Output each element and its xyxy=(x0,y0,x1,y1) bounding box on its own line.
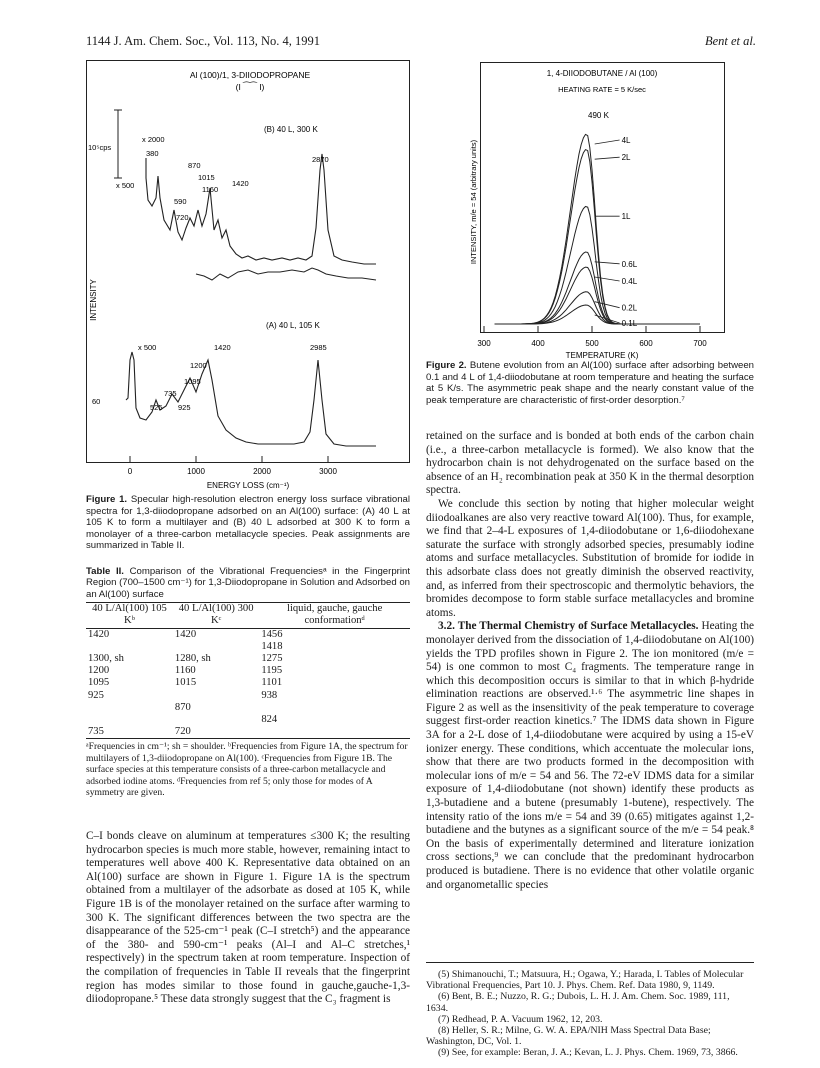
table-cell: 1300, sh xyxy=(88,653,124,665)
fig1-title-2: (I ⁀⁀ I) xyxy=(235,82,265,92)
right-paragraph-2: We conclude this section by noting that higher molecular weight diiodoalkanes are also very reactive toward Al(100). Thus, for example, we find that 2–4-L exposures of 1,4-diiodobutane or 1,6-diiodohexane saturate the surface with strongly adsorbed species, presumably iodine atoms and surface metallacycles. Substitution of bromide for iodide in this adsorbate class does not greatly diminish the observed reactivity, and, as inferred from their spectroscopic and thermolytic behaviors, the bromides decompose to form stable surface metallacycles and bromine atoms. xyxy=(426,497,754,619)
table-row xyxy=(86,702,410,714)
peak-a-525: 525 xyxy=(150,403,163,412)
tpd-curve-0.6L xyxy=(495,252,700,324)
table-cell: 1418 xyxy=(261,640,283,652)
table-cell: 1420 xyxy=(174,628,197,640)
peak-a-735: 735 xyxy=(164,389,177,398)
table-2-title: Comparison of the Vibrational Frequenciesᵃ in the Fingerprint Region (700–1500 cm⁻¹) for 1,3-Diiodopropane in Solution and Adsorbed on an Al(100) surface xyxy=(86,566,410,600)
figure-1-caption xyxy=(86,494,410,552)
table-header-cell: 40 L/Al(100) 300 Kᶜ xyxy=(173,603,259,628)
fig2-title-1: 1, 4-DIIODOBUTANE / Al (100) xyxy=(546,69,658,78)
fig2-peak-label: 490 K xyxy=(588,111,609,120)
section-heading: 3.2. The Thermal Chemistry of Surface Metallacycles. xyxy=(438,620,699,633)
table-cell xyxy=(259,726,410,739)
table-cell: 1456 xyxy=(261,628,283,640)
table-cell: 824 xyxy=(261,714,278,726)
peak-a-2985: 2985 xyxy=(310,343,327,352)
fig1-title-1: Al (100)/1, 3-DIIODOPROPANE xyxy=(189,70,311,80)
tpd-label-2L: 2L xyxy=(621,153,631,163)
spectrum-b-baseline xyxy=(196,268,376,280)
figure-1-caption-label: Figure 1. xyxy=(86,494,128,505)
tpd-curves xyxy=(495,134,700,328)
panel-a-label: (A) 40 L, 105 K xyxy=(266,321,320,330)
tpd-leader-2L xyxy=(595,157,620,159)
mult-a-x500: x 500 xyxy=(138,343,157,352)
peak-2870: 2870 xyxy=(312,155,329,164)
fig1-xtick-2000: 2000 xyxy=(253,467,271,476)
table-cell: 1195 xyxy=(261,665,283,677)
left-body-text xyxy=(86,830,410,1007)
references xyxy=(426,962,754,1059)
elastic-60: 60 xyxy=(92,397,101,406)
mult-x500: x 500 xyxy=(116,181,135,190)
tpd-leader-0.2L xyxy=(595,302,620,308)
table-cell: 735 xyxy=(88,726,104,738)
figure-2-plot xyxy=(470,62,760,360)
peak-720: 720 xyxy=(176,213,189,222)
peak-380: 380 xyxy=(146,149,159,158)
table-cell xyxy=(86,702,173,714)
table-row xyxy=(86,665,410,677)
table-header-cell: 40 L/Al(100) 105 Kᵇ xyxy=(86,603,173,628)
scale-bar-label: 10⁵cps xyxy=(88,143,112,152)
figure-1-caption-text: Specular high-resolution electron energy loss surface vibrational spectra for 1,3-diiodopropane adsorbed on an Al(100) surface: (A) 40 L at 105 K to form a multilayer and (B) 40 L adsorbed at 300 K to form a monolayer of a three-carbon metallacycle species. Peak assignments are summarized in Table II. xyxy=(86,494,410,552)
peak-a-925: 925 xyxy=(178,403,191,412)
left-paragraph: C–I bonds cleave on aluminum at temperatures ≤300 K; the resulting hydrocarbon species is much more stable, however, remaining intact to temperatures well above 400 K. Representative data obtained on an Al(100) surface are shown in Figure 1. Figure 1A is the spectrum obtained from a multilayer of the adsorbate as dosed at 105 K, while Figure 1B is of the monolayer retained on the surface after warming to 300 K. The significant differences between the two spectra are the disappearance of the 525-cm⁻¹ peak (C–I stretch⁵) and the appearance of the 380- and 590-cm⁻¹ peaks (Al–I and Al–C stretches,¹ respectively) in the spectrum taken at room temperature. Inspection of the compilation of frequencies in Table II reveals that the fingerprint region has modes similar to those found in gauche,gauche-1,3-diiodopropane.⁵ These data strongly suggest that the C₃ fragment is xyxy=(86,830,410,1006)
fig1-xlabel: ENERGY LOSS (cm⁻¹) xyxy=(206,481,290,490)
table-2-footnotes: ᵃFrequencies in cm⁻¹; sh = shoulder. ᵇFrequencies from Figure 1A, the spectrum for multilayers of 1,3-diiodopropane on Al(100). ᶜFrequencies from Figure 1B. The surface species at this temperature consists of a three-carbon metallacycle and adsorbed iodine atoms. ᵈFrequencies from ref 5; only those for modes of A symmetry are given. xyxy=(86,741,408,799)
figure-1-plot xyxy=(86,60,410,492)
tpd-curve-4L xyxy=(495,134,700,324)
table-cell xyxy=(173,690,259,702)
tpd-x-ticks xyxy=(484,326,700,332)
spectrum-b xyxy=(146,154,376,264)
figure-1 xyxy=(86,60,410,492)
panel-b-label: (B) 40 L, 300 K xyxy=(264,125,318,134)
figure-2-caption-label: Figure 2. xyxy=(426,360,467,371)
table-cell xyxy=(259,702,410,714)
reference-item: (8) Heller, S. R.; Milne, G. W. A. EPA/NIH Mass Spectral Data Base; Washington, DC, Vol. 1. xyxy=(426,1025,711,1048)
table-cell: 1101 xyxy=(261,677,283,689)
table-cell: 938 xyxy=(261,689,278,701)
right-paragraph-3: Heating the monolayer derived from the dissociation of 1,4-diiodobutane on Al(100) yields the TPD profiles shown in Figure 2. The ion monitored (m/e = 54) is one common to most C₄ fragments. The temperature range in which this decomposition occurs is similar to that in which β-hydride elimination reactions are observed.¹·⁶ The asymmetric line shapes in Figure 2 as well as the insensitivity of the peak temperature to coverage suggest first-order reaction kinetics.⁷ The IDMS data shown in Figure 3A for a 2-L dose of 1,4-diiodobutane were acquired by using a 15-eV ionizer energy. These conditions, which accentuate the molecular ions, show that there are two products formed in the decomposition with molecular ions of m/e = 54 and 56. The 72-eV IDMS data for a similar exposure of 1,4-diiodobutane (not shown) identify these products as 1,3-butadiene and a butene (presumably 1-butene), respectively. The intensity ratio of the ions m/e = 54 and 39 (0.65) mitigates against 1,2-butadiene and the butynes as a significant source of the m/e = 54 peak.⁸ On the basis of experimentally determined and literature ionization cross sections,⁹ we can conclude that the predominant hydrocarbon produced is butadiene. There is no evidence that other volatile organic and organometallic species xyxy=(426,620,754,891)
table-2-label: Table II. xyxy=(86,566,124,577)
table-row xyxy=(86,714,410,726)
peak-a-1095: 1095 xyxy=(184,377,201,386)
table-cell xyxy=(173,714,259,726)
table-header-row xyxy=(86,603,410,628)
table-cell: 1275 xyxy=(261,653,283,665)
fig2-xlabel: TEMPERATURE (K) xyxy=(565,351,639,360)
table-cell xyxy=(173,641,259,653)
table-cell: 870 xyxy=(174,701,191,713)
reference-item: (6) Bent, B. E.; Nuzzo, R. G.; Dubois, L. H. J. Am. Chem. Soc. 1989, 111, 1634. xyxy=(426,991,730,1014)
table-cell xyxy=(86,714,173,726)
tpd-label-0.6L: 0.6L xyxy=(621,259,638,269)
fig2-title-2: HEATING RATE = 5 K/sec xyxy=(558,85,646,94)
fig1-xtick-0: 0 xyxy=(127,467,133,476)
fig1-xtick-3000: 3000 xyxy=(319,467,337,476)
reference-item: (5) Shimanouchi, T.; Matsuura, H.; Ogawa, Y.; Harada, I. Tables of Molecular Vibrational Frequencies, Part 10. J. Phys. Chem. Ref. Data 1980, 9, 1149. xyxy=(426,969,744,992)
tpd-label-0.2L: 0.2L xyxy=(621,303,638,313)
peak-1420: 1420 xyxy=(232,179,249,188)
table-row xyxy=(86,726,410,739)
right-body-text xyxy=(426,430,754,892)
tpd-label-0.1L: 0.1L xyxy=(621,319,638,328)
running-header: 1144 J. Am. Chem. Soc., Vol. 113, No. 4, 1991 xyxy=(86,34,321,48)
table-2 xyxy=(86,566,410,798)
table-cell: 1420 xyxy=(88,628,110,640)
mult-x2000: x 2000 xyxy=(142,135,165,144)
reference-item: (9) See, for example: Beran, J. A.; Kevan, L. J. Phys. Chem. 1969, 73, 3866. xyxy=(438,1047,738,1059)
peak-a-1420: 1420 xyxy=(214,343,231,352)
peak-1160: 1160 xyxy=(202,185,219,194)
right-paragraph-1: retained on the surface and is bonded at both ends of the carbon chain (i.e., a three-carbon metallacycle is formed). We also know that the hydrocarbon chain is not dehydrogenated on the surface based on the absence of an H₂ recombination peak at 350 K in the thermal desorption spectra. xyxy=(426,430,754,497)
table-2-grid xyxy=(86,602,410,739)
table-row xyxy=(86,690,410,702)
table-cell: 720 xyxy=(174,726,191,738)
table-cell: 1200 xyxy=(88,665,110,677)
table-cell: 1015 xyxy=(174,677,197,689)
fig2-xtick-400: 400 xyxy=(531,339,545,348)
table-cell: 1160 xyxy=(174,665,196,677)
peak-a-1200: 1200 xyxy=(190,361,207,370)
table-cell: 925 xyxy=(88,689,104,701)
table-cell xyxy=(86,641,173,653)
tpd-label-1L: 1L xyxy=(621,212,631,222)
figure-2-caption-text: Butene evolution from an Al(100) surface after adsorbing between 0.1 and 4 L of 1,4-diiodobutane at room temperature and heating the surface at 5 K/s. The asymmetric peak shape and the nearly constant value of the peak temperature are characteristic of first-order desorption.⁷ xyxy=(426,360,754,406)
fig2-xtick-300: 300 xyxy=(477,339,491,348)
reference-item: (7) Redhead, P. A. Vacuum 1962, 12, 203. xyxy=(438,1013,603,1025)
figure-2 xyxy=(470,62,760,360)
spectrum-a xyxy=(126,352,376,446)
table-cell: 1280, sh xyxy=(174,653,211,665)
table-header-cell: liquid, gauche, gauche conformationᵈ xyxy=(259,603,410,628)
peak-590: 590 xyxy=(174,197,187,206)
peak-1015: 1015 xyxy=(198,173,215,182)
tpd-curve-0.2L xyxy=(495,292,700,324)
table-row xyxy=(86,653,410,665)
tpd-label-4L: 4L xyxy=(621,136,631,145)
table-row xyxy=(86,628,410,641)
peak-870: 870 xyxy=(188,161,201,170)
tpd-curve-0.1L xyxy=(495,305,700,324)
author-header: Bent et al. xyxy=(704,34,756,48)
fig1-xtick-1000: 1000 xyxy=(187,467,205,476)
table-row xyxy=(86,641,410,653)
fig2-xtick-600: 600 xyxy=(639,339,653,348)
table-cell: 1095 xyxy=(88,677,110,689)
figure-2-caption xyxy=(426,360,754,406)
fig2-xtick-700: 700 xyxy=(693,339,707,348)
tpd-curve-1L xyxy=(495,207,700,325)
fig1-ylabel: INTENSITY xyxy=(89,279,98,321)
tpd-label-0.4L: 0.4L xyxy=(621,277,638,286)
fig2-ylabel: INTENSITY, m/e = 54 (arbitrary units) xyxy=(469,139,478,265)
tpd-leader-4L xyxy=(595,140,620,144)
fig2-xtick-500: 500 xyxy=(585,339,599,348)
table-row xyxy=(86,677,410,689)
